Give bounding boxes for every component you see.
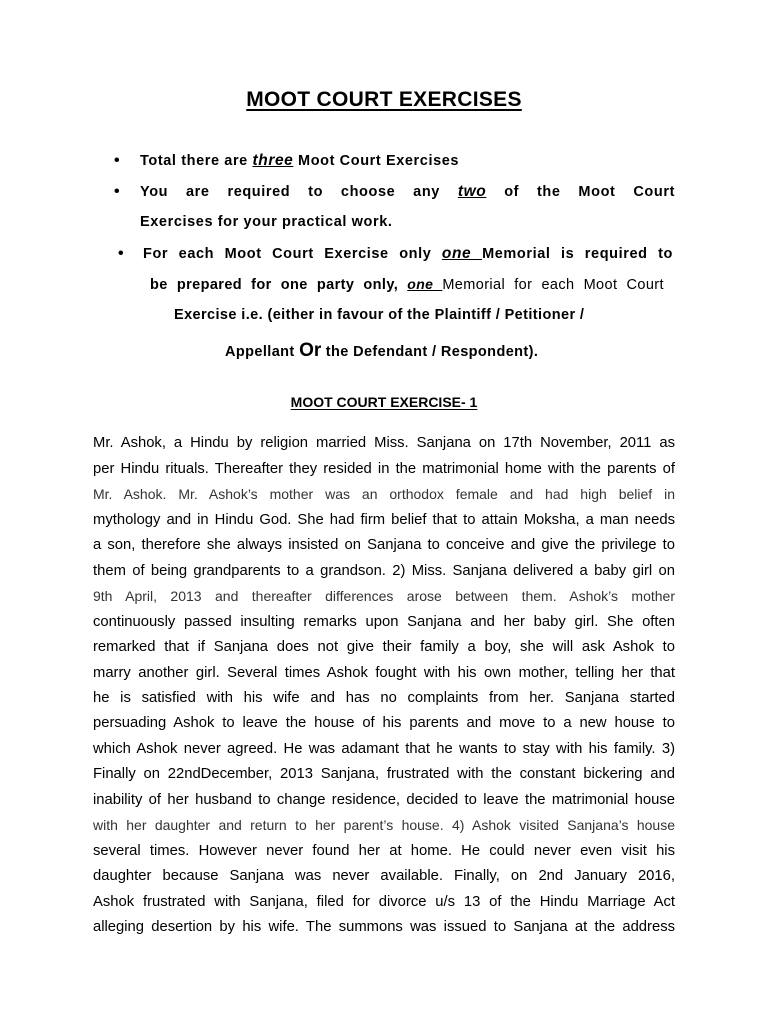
bullet-3-line-4-pre: Appellant <box>225 344 300 360</box>
body-line: inability of her husband to change residence, decided to leave the matrimonial house <box>93 792 675 808</box>
bullet-2-pre: You are required to choose any <box>140 184 458 200</box>
bullet-3-line-2-post: Memorial for each Moot Court <box>442 277 664 293</box>
exercise-1-heading: MOOT COURT EXERCISE- 1 <box>290 394 478 410</box>
body-line: Ashok frustrated with Sanjana, filed for divorce u/s 13 of the Hindu Marriage Act <box>93 894 675 910</box>
bullet-3-line-4 <box>225 340 538 362</box>
body-line: them of being grandparents to a grandson. 2) Miss. Sanjana delivered a baby girl on <box>93 563 675 579</box>
body-line: which Ashok never agreed. He was adamant that he wants to stay with his family. 3) <box>93 741 675 757</box>
bullet-3-line-4-or: Or <box>299 340 322 361</box>
bullet-dot: • <box>118 245 124 262</box>
bullet-3-line-1-emphasis: one <box>441 245 483 262</box>
bullet-1-text <box>140 152 459 170</box>
bullet-dot: • <box>114 152 120 169</box>
body-line: per Hindu rituals. Thereafter they resided in the matrimonial home with the parents of <box>93 461 675 477</box>
bullet-1-emphasis: three <box>252 152 294 169</box>
body-line: several times. However never found her at home. He could never even visit his <box>93 843 675 859</box>
bullet-3-line-2 <box>150 276 664 293</box>
body-line: remarked that if Sanjana does not give their family a boy, she will ask Ashok to <box>93 639 675 655</box>
bullet-2-line-1 <box>140 183 675 201</box>
bullet-3-line-1-post: Memorial is required to <box>482 246 673 262</box>
bullet-2-line-2: Exercises for your practical work. <box>140 214 393 230</box>
body-line: Mr. Ashok. Mr. Ashok’s mother was an orthodox female and had high belief in <box>93 486 675 502</box>
body-line: Mr. Ashok, a Hindu by religion married Miss. Sanjana on 17th November, 2011 as <box>93 435 675 451</box>
bullet-3-line-4-post: the Defendant / Respondent). <box>321 344 539 360</box>
body-line: mythology and in Hindu God. She had firm belief that to attain Moksha, a man needs <box>93 512 675 528</box>
bullet-3-line-3: Exercise i.e. (either in favour of the Plaintiff / Petitioner / <box>174 307 585 323</box>
bullet-2-emphasis: two <box>457 183 487 200</box>
body-line: with her daughter and return to her parent’s house. 4) Ashok visited Sanjana’s house <box>93 817 675 833</box>
body-line: continuously passed insulting remarks upon Sanjana and her baby girl. She often <box>93 614 675 630</box>
body-line: persuading Ashok to leave the house of his parents and move to a new house to <box>93 715 675 731</box>
bullet-dot: • <box>114 183 120 200</box>
body-line: alleging desertion by his wife. The summons was issued to Sanjana at the address <box>93 919 675 935</box>
bullet-1-post: Moot Court Exercises <box>293 153 460 169</box>
document-title: MOOT COURT EXERCISES <box>246 88 522 111</box>
body-line: a son, therefore she always insisted on Sanjana to conceive and give the privilege to <box>93 537 675 553</box>
body-line: marry another girl. Several times Ashok fought with his own mother, telling her that <box>93 665 675 681</box>
bullet-3-line-1 <box>143 245 673 263</box>
bullet-3-line-2-pre: be prepared for one party only, <box>150 277 408 293</box>
body-line: 9th April, 2013 and thereafter differences arose between them. Ashok’s mother <box>93 588 675 604</box>
body-line: he is satisfied with his wife and has no complaints from her. Sanjana started <box>93 690 675 706</box>
bullet-3-line-2-emphasis: one <box>407 276 443 292</box>
bullet-1-pre: Total there are <box>140 153 253 169</box>
bullet-2-post: of the Moot Court <box>486 184 675 200</box>
body-line: daughter because Sanjana was never available. Finally, on 2nd January 2016, <box>93 868 675 884</box>
bullet-3-line-1-pre: For each Moot Court Exercise only <box>143 246 442 262</box>
body-line: Finally on 22ndDecember, 2013 Sanjana, frustrated with the constant bickering and <box>93 766 675 782</box>
